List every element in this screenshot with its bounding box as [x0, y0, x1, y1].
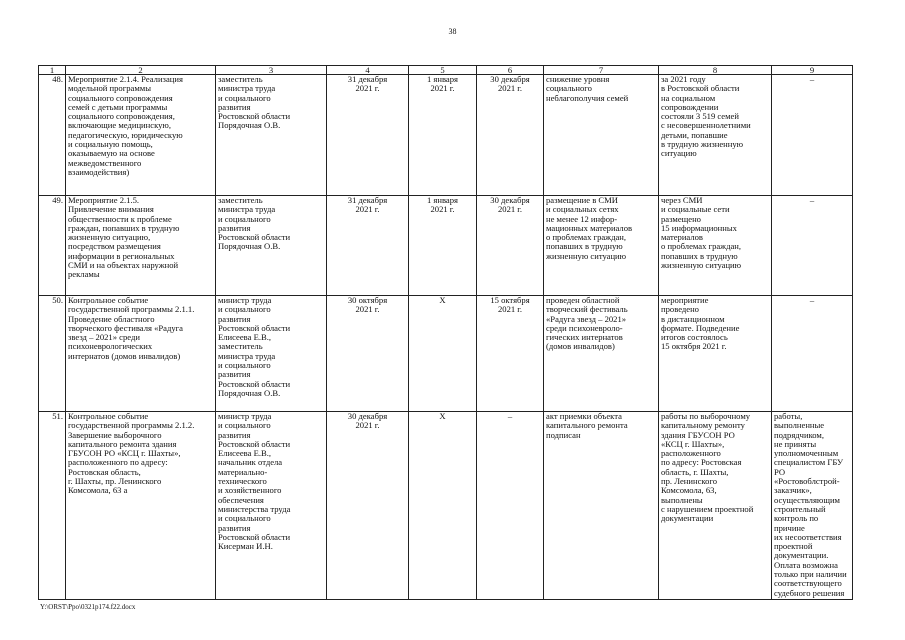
event-cell: Мероприятие 2.1.5. Привлечение внимания общественности к проблеме граждан, попавших в трудную жизненную ситуацию, посредством размещения информации в региональных СМИ и на объектах наружной рекламы [66, 196, 216, 296]
report-table [38, 65, 853, 600]
event-cell: Контрольное событие государственной программы 2.1.2. Завершение выборочного капитального ремонта здания ГБУСОН РО «КСЦ г. Шахты», расположенного по адресу: Ростовская область, г. Шахты, пр. Ленинского Комсомола, 63 а [66, 412, 216, 600]
fact-start-date: 1 января 2021 г. [409, 196, 477, 296]
reasons-cell: – [772, 296, 853, 412]
plan-end-date: 31 декабря 2021 г. [327, 75, 409, 196]
reasons-cell: – [772, 196, 853, 296]
column-number: 5 [409, 66, 477, 75]
actual-result-cell: мероприятие проведено в дистанционном формате. Подведение итогов состоялось 15 октября 2021 г. [659, 296, 772, 412]
responsible-cell: министр труда и социального развития Ростовской области Елисеева Е.В., начальник отдела материально- технического и хозяйственного обеспечения министерства труда и социального развития Ростовской области Кисерман И.Н. [216, 412, 327, 600]
responsible-cell: заместитель министра труда и социального развития Ростовской области Порядочная О.В. [216, 75, 327, 196]
plan-end-date: 31 декабря 2021 г. [327, 196, 409, 296]
row-number: 49. [39, 196, 66, 296]
column-number-row [39, 66, 853, 75]
column-number: 4 [327, 66, 409, 75]
column-number: 6 [477, 66, 544, 75]
actual-result-cell: за 2021 году в Ростовской области на социальном сопровождении состояли 3 519 семей с несовершеннолетними детьми, попавшие в трудную жизненную ситуацию [659, 75, 772, 196]
event-cell: Мероприятие 2.1.4. Реализация модельной программы социального сопровождения семей с детьми программы социального сопровождения, включающие медицинскую, педагогическую, юридическую и социальную помощь, оказываемую на основе межведомственного взаимодействия) [66, 75, 216, 196]
actual-result-cell: работы по выборочному капитальному ремонту здания ГБУСОН РО «КСЦ г. Шахты», расположенного по адресу: Ростовская область, г. Шахты, пр. Ленинского Комсомола, 63, выполнены с нарушением проектной документации [659, 412, 772, 600]
column-number: 1 [39, 66, 66, 75]
fact-start-date: Х [409, 296, 477, 412]
planned-result-cell: акт приемки объекта капитального ремонта подписан [544, 412, 659, 600]
row-number: 51. [39, 412, 66, 600]
table-row [39, 196, 853, 296]
fact-end-date: – [477, 412, 544, 600]
fact-end-date: 30 декабря 2021 г. [477, 75, 544, 196]
reasons-cell: работы, выполненные подрядчиком, не приняты уполномоченным специалистом ГБУ РО «Ростовоблстрой- заказчик», осуществляющим строительный контроль по причине их несоответствия проектной документации. Оплата возможна только при наличии соответствующего судебного решения [772, 412, 853, 600]
table-row [39, 412, 853, 600]
planned-result-cell: проведен областной творческий фестиваль «Радуга звезд – 2021» среди психоневроло- гических интернатов (домов инвалидов) [544, 296, 659, 412]
plan-end-date: 30 декабря 2021 г. [327, 412, 409, 600]
planned-result-cell: снижение уровня социального неблагополучия семей [544, 75, 659, 196]
reasons-cell: – [772, 75, 853, 196]
fact-start-date: 1 января 2021 г. [409, 75, 477, 196]
page-number: 38 [448, 27, 457, 36]
column-number: 2 [66, 66, 216, 75]
column-number: 7 [544, 66, 659, 75]
event-cell: Контрольное событие государственной программы 2.1.1. Проведение областного творческого фестиваля «Радуга звезд – 2021» среди психоневрологических интернатов (домов инвалидов) [66, 296, 216, 412]
fact-end-date: 30 декабря 2021 г. [477, 196, 544, 296]
column-number: 9 [772, 66, 853, 75]
fact-end-date: 15 октября 2021 г. [477, 296, 544, 412]
row-number: 50. [39, 296, 66, 412]
responsible-cell: заместитель министра труда и социального развития Ростовской области Порядочная О.В. [216, 196, 327, 296]
table-row [39, 75, 853, 196]
responsible-cell: министр труда и социального развития Ростовской области Елисеева Е.В., заместитель министра труда и социального развития Ростовской области Порядочная О.В. [216, 296, 327, 412]
row-number: 48. [39, 75, 66, 196]
column-number: 8 [659, 66, 772, 75]
fact-start-date: Х [409, 412, 477, 600]
table-row [39, 296, 853, 412]
document-path: Y:\ORST\Ppo\0321p174.f22.docx [40, 603, 136, 611]
actual-result-cell: через СМИ и социальные сети размещено 15 информационных материалов о проблемах граждан, попавших в трудную жизненную ситуацию [659, 196, 772, 296]
column-number: 3 [216, 66, 327, 75]
planned-result-cell: размещение в СМИ и социальных сетях не менее 12 инфор- мационных материалов о проблемах граждан, попавших в трудную жизненную ситуацию [544, 196, 659, 296]
plan-end-date: 30 октября 2021 г. [327, 296, 409, 412]
